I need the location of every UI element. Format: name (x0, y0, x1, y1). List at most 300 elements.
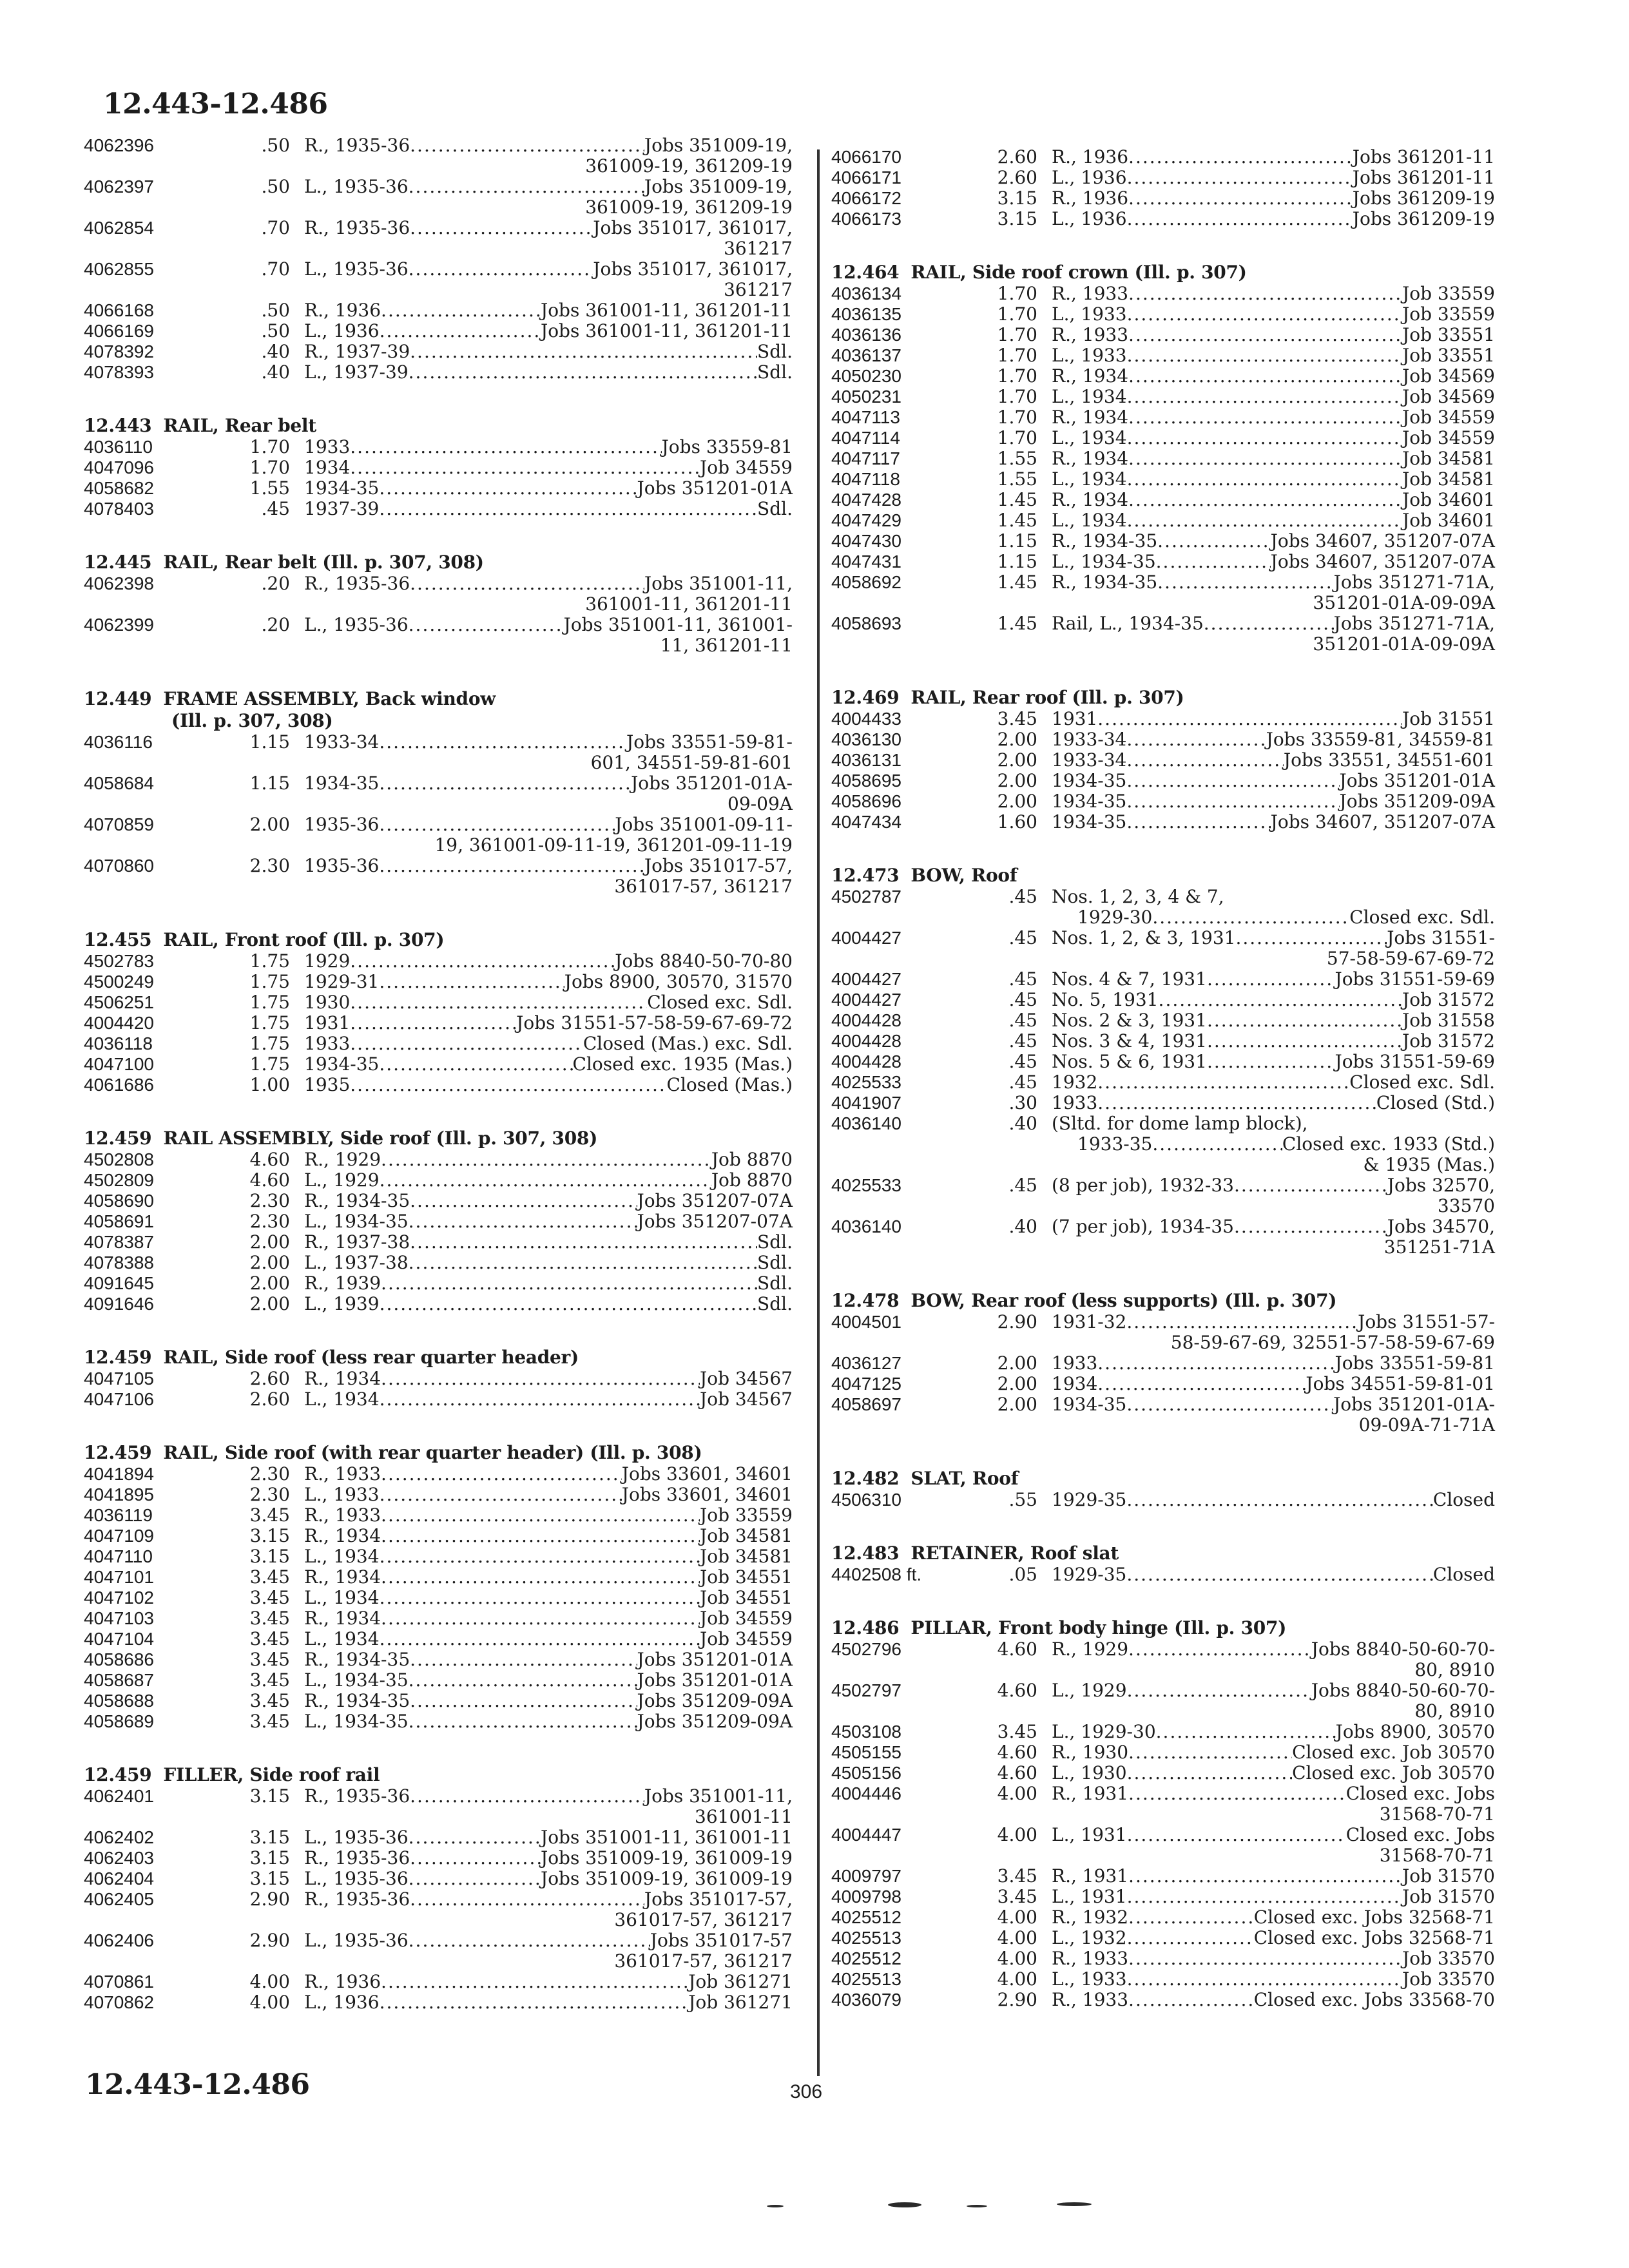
list-price: 3.45 (249, 1711, 290, 1732)
application-jobs: Jobs 8900, 30570, 31570 (564, 971, 793, 992)
application-jobs: Sdl. (757, 498, 793, 519)
desc-line (1052, 1175, 1495, 1196)
list-price: 3.15 (997, 208, 1037, 229)
dot-leader (1097, 1093, 1376, 1113)
parts-entry (84, 972, 793, 992)
part-description: (8 per job), 1932-33 (1052, 1175, 1234, 1196)
part-description: R., 1934 (304, 1608, 381, 1629)
part-description: R., 1936 (1052, 146, 1129, 168)
desc-line (1052, 1394, 1495, 1415)
dot-leader (1207, 1031, 1402, 1052)
application-jobs: Jobs 351201-01A- (631, 773, 793, 794)
section-heading (831, 687, 1495, 709)
list-price: .40 (1008, 1216, 1037, 1237)
list-price: 4.60 (997, 1762, 1037, 1783)
section-number: 12.469 (831, 687, 900, 708)
section-title: RAIL ASSEMBLY, Side roof (Ill. p. 307, 308) (163, 1128, 598, 1149)
desc-line (1052, 448, 1495, 469)
description-block (1052, 613, 1495, 655)
list-price: .45 (1008, 968, 1037, 990)
part-number: 4047114 (831, 428, 900, 448)
entry-list (84, 951, 793, 1095)
right-sections (831, 262, 1495, 2010)
application-jobs: Job 34559 (1402, 427, 1495, 448)
parts-entry (84, 1848, 793, 1869)
parts-entry (831, 990, 1495, 1010)
desc-line (304, 1505, 793, 1526)
part-description: L., 1934 (304, 1587, 380, 1608)
list-price: .70 (261, 217, 290, 238)
application-jobs: Jobs 351271-71A, (1333, 613, 1495, 634)
part-description: L., 1936 (304, 320, 380, 341)
list-price: 3.15 (249, 1847, 290, 1869)
part-number: 4004428 (831, 1052, 902, 1072)
list-price: 1.15 (997, 551, 1037, 572)
continuation-line: 361017-57, 361217 (614, 1950, 793, 1972)
desc-line (1052, 613, 1495, 634)
list-price: 2.90 (997, 1311, 1037, 1332)
description-block (304, 177, 793, 218)
continuation-line: 31568-70-71 (1379, 1803, 1495, 1825)
part-description: Nos. 2 & 3, 1931 (1052, 1010, 1207, 1031)
continuation-line: 351201-01A-09-09A (1313, 592, 1495, 613)
application-jobs: Closed (1432, 1564, 1495, 1585)
column-divider (817, 149, 820, 2076)
dot-leader (1097, 1072, 1349, 1093)
entry-list (831, 887, 1495, 1258)
dot-leader (1128, 448, 1402, 469)
part-number: 4078387 (84, 1232, 155, 1252)
application-jobs: Job 34581 (700, 1546, 793, 1567)
part-number: 4004427 (831, 990, 902, 1010)
description-block (1052, 887, 1495, 928)
part-number: 4506310 (831, 1490, 902, 1510)
part-number: 4036135 (831, 304, 902, 324)
parts-entry (84, 1588, 793, 1608)
desc-line (304, 1649, 793, 1670)
section-title: RETAINER, Roof slat (911, 1542, 1119, 1564)
application-jobs: Job 33551 (1402, 324, 1495, 345)
dot-leader (1128, 284, 1402, 304)
desc-line (304, 1054, 793, 1075)
application-jobs: Closed (1432, 1489, 1495, 1510)
description-block (304, 437, 793, 457)
dot-leader (1097, 709, 1402, 729)
application-jobs: Jobs 351001-11, (644, 1785, 793, 1807)
section-number: 12.443 (84, 415, 152, 436)
list-price: .20 (261, 614, 290, 635)
catalog-section (831, 865, 1495, 1258)
description-block (1052, 1742, 1495, 1763)
application-jobs: Jobs 34570, (1387, 1216, 1495, 1237)
list-price: 3.15 (249, 1827, 290, 1848)
desc-line (1052, 1887, 1495, 1907)
part-number: 4091646 (84, 1294, 155, 1314)
parts-entry (84, 1170, 793, 1191)
dot-leader (350, 1013, 516, 1033)
part-description: R., 1934-35 (1052, 530, 1158, 552)
section-heading (831, 865, 1495, 887)
section-title: SLAT, Roof (911, 1468, 1019, 1489)
parts-entry (831, 1825, 1495, 1866)
list-price: 4.00 (997, 1824, 1037, 1845)
desc-line (1052, 188, 1495, 209)
section-heading (84, 688, 793, 732)
part-number: 4062404 (84, 1869, 155, 1888)
list-price: 1.70 (249, 457, 290, 478)
entry-list (831, 709, 1495, 832)
parts-entry (84, 1972, 793, 1992)
description-block (1052, 709, 1495, 729)
continuation-line: 09-09A (728, 793, 793, 814)
entry-list (84, 1149, 793, 1314)
list-price: .55 (1008, 1489, 1037, 1510)
dot-leader (381, 1608, 700, 1629)
application-jobs: Job 34567 (700, 1368, 793, 1389)
part-description: 1935 (304, 1074, 351, 1095)
continuation-line: 09-09A-71-71A (1358, 1414, 1495, 1436)
part-description: L., 1934 (1052, 386, 1127, 407)
part-number: 4062398 (84, 573, 155, 593)
description-block (1052, 284, 1495, 304)
application-jobs: Job 33559 (700, 1504, 793, 1526)
application-jobs: Sdl. (757, 1293, 793, 1314)
parts-entry (831, 147, 1495, 168)
application-jobs: Closed exc. Jobs 32568-71 (1253, 1907, 1495, 1928)
list-price: .50 (261, 176, 290, 197)
description-block (304, 321, 793, 341)
part-description: L., 1934 (304, 1628, 380, 1649)
part-description: 1935-36 (304, 855, 380, 876)
part-description: Nos. 1, 2, & 3, 1931 (1052, 927, 1236, 948)
part-description: L., 1931 (1052, 1886, 1127, 1907)
part-number: 4502808 (84, 1149, 155, 1169)
catalog-section (831, 687, 1495, 832)
part-description: R., 1934 (1052, 407, 1129, 428)
parts-entry (831, 1742, 1495, 1763)
desc-line (304, 856, 793, 876)
description-block (304, 1149, 793, 1170)
list-price: 2.00 (997, 1394, 1037, 1415)
application-jobs: Jobs 351201-01A- (1333, 1394, 1495, 1415)
entry-list (84, 1786, 793, 2013)
list-price: 2.60 (997, 146, 1037, 168)
part-number: 4041895 (84, 1485, 155, 1504)
section-title: RAIL, Front roof (Ill. p. 307) (163, 929, 445, 950)
continuation-line: 601, 34551-59-81-601 (590, 752, 793, 773)
part-number: 4502796 (831, 1639, 902, 1659)
application-jobs: Jobs 361001-11, 361201-11 (540, 320, 793, 341)
part-number: 4058688 (84, 1691, 155, 1711)
part-number: 4047113 (831, 407, 900, 427)
dot-leader (410, 341, 757, 362)
part-number: 4036119 (84, 1505, 153, 1525)
desc-line (304, 1546, 793, 1567)
desc-line (1052, 147, 1495, 168)
description-block (304, 1691, 793, 1711)
description-block (304, 499, 793, 519)
application-jobs: Jobs 351009-19, 361009-19 (540, 1847, 793, 1869)
part-number: 4025533 (831, 1072, 902, 1092)
application-jobs: Jobs 351001-11, 361001-11 (540, 1827, 793, 1848)
part-description: L., 1929 (1052, 1680, 1127, 1701)
application-jobs: Jobs 351201-01A (637, 477, 793, 499)
desc-line (1052, 750, 1495, 771)
parts-entry (84, 259, 793, 300)
parts-entry (831, 1175, 1495, 1216)
list-price: 1.75 (249, 950, 290, 972)
part-description: (7 per job), 1934-35 (1052, 1216, 1234, 1237)
parts-entry (84, 1649, 793, 1670)
desc-line (1052, 1990, 1495, 2010)
list-price: 2.90 (249, 1888, 290, 1910)
dot-leader (1234, 1216, 1387, 1237)
dot-leader (409, 1827, 541, 1848)
description-block (1052, 325, 1495, 345)
part-number: 4047125 (831, 1374, 902, 1394)
parts-entry (831, 1353, 1495, 1374)
part-description: 1933-34 (1052, 749, 1127, 771)
right-column (831, 147, 1495, 2042)
part-description: R., 1935-36 (304, 1847, 410, 1869)
list-price: 2.30 (249, 855, 290, 876)
part-description: R., 1929 (304, 1149, 381, 1170)
description-block (1052, 1928, 1495, 1948)
description-block (1052, 490, 1495, 510)
parts-entry (84, 1711, 793, 1732)
dot-leader (1234, 1175, 1387, 1196)
application-jobs: Jobs 351001-11, (644, 573, 793, 594)
dot-leader (1127, 1969, 1402, 1990)
part-description: 1931-32 (1052, 1311, 1127, 1332)
description-block (304, 972, 793, 992)
part-number: 4058686 (84, 1649, 155, 1669)
part-description: L., 1936 (1052, 208, 1127, 229)
description-block (304, 1075, 793, 1095)
description-block (1052, 791, 1495, 812)
dot-leader (1152, 1134, 1282, 1155)
list-price: 1.70 (997, 303, 1037, 325)
parts-entry (831, 729, 1495, 750)
desc-line (304, 1848, 793, 1869)
part-number: 4062401 (84, 1786, 155, 1806)
dot-leader (409, 1670, 637, 1691)
dot-leader (1207, 969, 1335, 990)
description-block (304, 773, 793, 814)
list-price: 3.15 (997, 187, 1037, 209)
description-block (1052, 345, 1495, 366)
part-description: L., 1933 (1052, 303, 1127, 325)
application-jobs: Jobs 361209-19 (1352, 208, 1495, 229)
part-description: L., 1932 (1052, 1927, 1127, 1948)
parts-entry (84, 1526, 793, 1546)
description-block (1052, 750, 1495, 771)
application-jobs: Job 33570 (1402, 1968, 1495, 1990)
dot-leader (381, 1149, 711, 1170)
part-number: 4070862 (84, 1992, 155, 2012)
application-jobs: Jobs 33551-59-81 (1335, 1352, 1495, 1374)
dot-leader (410, 1889, 644, 1910)
part-description: 1933 (1052, 1092, 1098, 1113)
parts-entry (84, 1033, 793, 1054)
parts-entry (84, 1191, 793, 1211)
list-price: 1.75 (249, 992, 290, 1013)
description-block (1052, 188, 1495, 209)
dot-leader (1127, 209, 1353, 229)
part-description: 1934-35 (1052, 811, 1127, 832)
desc-line (1052, 531, 1495, 552)
desc-line (304, 259, 793, 280)
parts-entry (84, 1930, 793, 1972)
part-description: No. 5, 1931 (1052, 989, 1159, 1010)
section-title: FRAME ASSEMBLY, Back window (163, 688, 496, 709)
application-jobs: Jobs 33551-59-81- (626, 731, 793, 753)
dot-leader (379, 732, 626, 753)
description-block (304, 457, 793, 478)
parts-entry (831, 209, 1495, 229)
part-description: L., 1934 (1052, 468, 1127, 490)
list-price: 2.30 (249, 1463, 290, 1485)
desc-line (304, 615, 793, 635)
parts-entry (84, 1869, 793, 1889)
part-description: L., 1935-36 (304, 258, 409, 280)
section-number: 12.459 (84, 1128, 152, 1149)
part-number: 4062406 (84, 1930, 155, 1950)
dot-leader (1127, 1928, 1254, 1948)
part-number: 4047429 (831, 510, 902, 530)
part-description: R., 1933 (1052, 283, 1129, 304)
part-number: 4047100 (84, 1054, 155, 1074)
part-number: 4066171 (831, 168, 902, 187)
list-price: 1.70 (997, 427, 1037, 448)
list-price: 1.15 (249, 731, 290, 753)
description-block (304, 1608, 793, 1629)
list-price: 4.60 (997, 1742, 1037, 1763)
application-jobs: Closed exc. Jobs (1345, 1824, 1495, 1845)
dot-leader (1128, 407, 1402, 428)
list-price: 4.00 (249, 1971, 290, 1992)
section-number: 12.486 (831, 1617, 900, 1639)
desc-line (1052, 1312, 1495, 1332)
list-price: .45 (1008, 927, 1037, 948)
part-description: 1929-30 (1077, 907, 1153, 928)
description-block (1052, 1113, 1495, 1175)
description-block (1052, 990, 1495, 1010)
dot-leader (409, 1869, 541, 1889)
list-price: .50 (261, 300, 290, 321)
desc-line (1052, 1353, 1495, 1374)
part-number: 4041907 (831, 1093, 902, 1113)
part-description: R., 1933 (304, 1504, 381, 1526)
parts-entry (831, 1374, 1495, 1394)
dot-leader (1152, 907, 1349, 928)
parts-entry (831, 1639, 1495, 1680)
desc-line (1052, 1948, 1495, 1969)
parts-entry (84, 1149, 793, 1170)
part-number: 4058682 (84, 478, 155, 498)
part-description: 1929-31 (304, 971, 380, 992)
dot-leader (1157, 572, 1333, 593)
desc-line (304, 1608, 793, 1629)
part-description: R., 1934 (1052, 448, 1129, 469)
desc-line (1052, 1783, 1495, 1804)
application-jobs: Closed (Mas.) (666, 1074, 793, 1095)
application-jobs: Job 34601 (1402, 489, 1495, 510)
description-block (304, 1992, 793, 2013)
application-jobs: Jobs 34551-59-81-01 (1306, 1373, 1495, 1394)
dot-leader (350, 951, 615, 972)
desc-line (1052, 510, 1495, 531)
desc-line (1052, 1866, 1495, 1887)
part-description: R., 1935-36 (304, 217, 410, 238)
scan-artifact (1057, 2202, 1092, 2206)
application-jobs: Sdl. (757, 341, 793, 362)
application-jobs: Job 34559 (700, 1608, 793, 1629)
desc-line (304, 773, 793, 794)
application-jobs: Closed exc. Jobs 33568-70 (1253, 1989, 1495, 2010)
description-block (304, 1389, 793, 1410)
dot-leader (380, 1389, 700, 1410)
description-block (1052, 168, 1495, 188)
part-number: 4004501 (831, 1312, 902, 1332)
list-price: 3.15 (249, 1525, 290, 1546)
parts-entry (831, 771, 1495, 791)
list-price: 3.45 (997, 1886, 1037, 1907)
application-jobs: Closed exc. Job 30570 (1292, 1762, 1495, 1783)
dot-leader (1157, 531, 1271, 552)
description-block (1052, 1722, 1495, 1742)
desc-line (304, 1033, 793, 1054)
dot-leader (379, 856, 644, 876)
list-price: 2.90 (249, 1930, 290, 1951)
list-price: 4.00 (997, 1948, 1037, 1969)
description-block (304, 1273, 793, 1294)
parts-entry (84, 1389, 793, 1410)
part-number: 4058695 (831, 771, 902, 791)
parts-entry (84, 856, 793, 897)
section-heading (84, 552, 793, 573)
continuation-line: 33570 (1437, 1195, 1495, 1216)
dot-leader (1128, 188, 1353, 209)
list-price: .45 (1008, 886, 1037, 907)
list-price: .40 (261, 361, 290, 383)
part-number: 4078393 (84, 362, 155, 382)
list-price: 1.75 (249, 1053, 290, 1075)
part-description: 1935-36 (304, 814, 380, 835)
part-number: 4058687 (84, 1670, 155, 1690)
dot-leader (1127, 469, 1402, 490)
application-jobs: Closed exc. Sdl. (647, 992, 793, 1013)
parts-entry (831, 1928, 1495, 1948)
parts-entry (84, 499, 793, 519)
entry-list (831, 1312, 1495, 1436)
part-number: 4058697 (831, 1394, 902, 1414)
part-description: L., 1934 (304, 1389, 380, 1410)
list-price: .70 (261, 258, 290, 280)
parts-entry (84, 1273, 793, 1294)
dot-leader (1128, 325, 1402, 345)
section-heading (831, 1617, 1495, 1639)
part-number: 4506251 (84, 992, 155, 1012)
dot-leader (350, 437, 661, 457)
dot-leader (409, 1253, 757, 1273)
desc-line (1052, 928, 1495, 948)
description-block (1052, 1990, 1495, 2010)
parts-entry (831, 345, 1495, 366)
continuation-line: 58-59-67-69, 32551-57-58-59-67-69 (1170, 1332, 1495, 1353)
section-heading (84, 1764, 793, 1786)
parts-entry (84, 732, 793, 773)
